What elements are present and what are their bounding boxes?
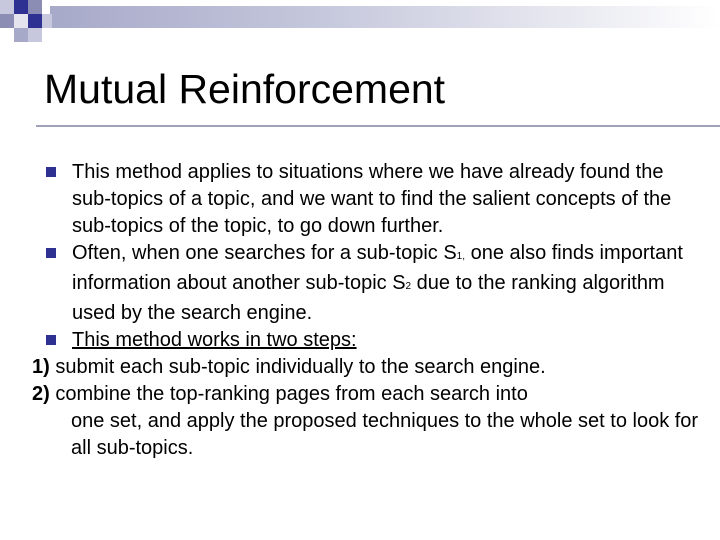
decor-square [14, 28, 28, 42]
decorative-header-strip [0, 0, 720, 48]
square-bullet-icon [46, 167, 56, 177]
step-text: submit each sub-topic individually to the search engine. [49, 356, 546, 378]
step-item [0, 381, 720, 462]
decor-square [0, 14, 14, 28]
bullet-text-part: due to the ranking algorithm used by the search engine. [72, 272, 665, 324]
header-gradient-bar [50, 6, 720, 28]
bullet-text: This method works in two steps: [72, 329, 357, 351]
bullet-item [0, 240, 720, 327]
title-divider [36, 125, 720, 127]
step-text-continuation: one set, and apply the proposed techniques to the whole set to look for all sub-topics. [71, 410, 699, 459]
step-number: 2) [32, 383, 50, 405]
subscript: 2 [405, 281, 412, 292]
decor-square [28, 0, 42, 14]
decor-square [28, 14, 42, 28]
decor-square [42, 14, 52, 28]
decor-square [14, 0, 28, 14]
decor-square [14, 14, 28, 28]
step-number: 1) [32, 356, 50, 378]
decor-square [28, 28, 42, 42]
square-bullet-icon [46, 248, 56, 258]
bullet-item [0, 327, 720, 354]
bullet-text: This method applies to situations where we have already found the sub-topics of a topic, and we want to find the salient concepts of the sub-topics of the topic, to go down further. [72, 161, 672, 237]
square-bullet-icon [46, 335, 56, 345]
slide-body [0, 159, 720, 462]
bullet-item [0, 159, 720, 240]
decor-square [0, 0, 14, 14]
subscript: 1, [456, 251, 466, 262]
step-item [0, 354, 720, 381]
step-text: combine the top-ranking pages from each search into [49, 383, 528, 405]
bullet-text-part: Often, when one searches for a sub-topic S [72, 242, 457, 264]
bullet-text-part: one also finds important information about another sub-topic S [72, 242, 683, 294]
slide-title: Mutual Reinforcement [44, 66, 446, 112]
